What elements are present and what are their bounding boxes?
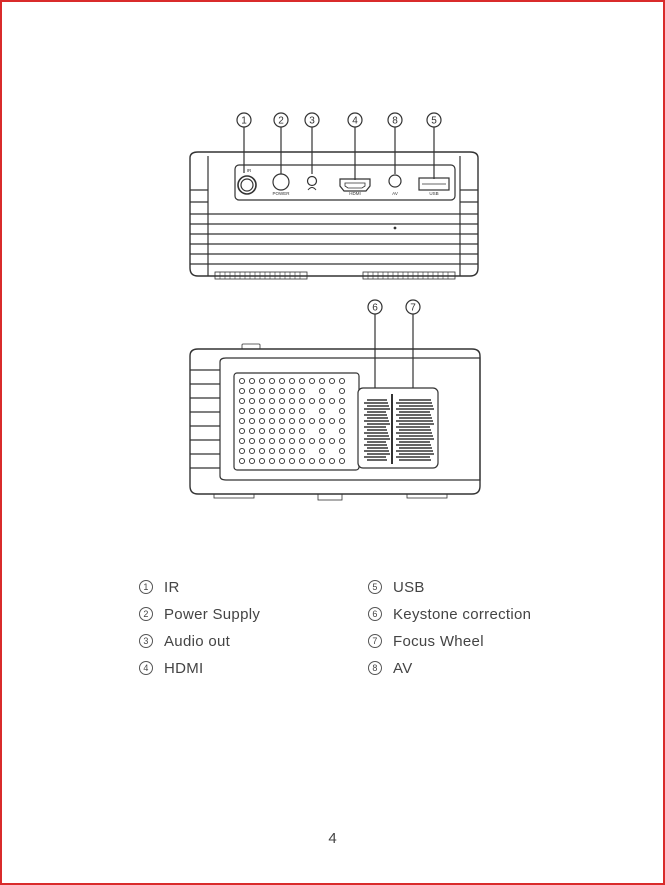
- vent-hole: [259, 448, 264, 453]
- vent-hole: [309, 458, 314, 463]
- callout-6: [368, 300, 382, 400]
- legend-item-3: [139, 630, 230, 652]
- vent-hole: [329, 378, 334, 383]
- vent-hole: [299, 398, 304, 403]
- vent-grille: [239, 378, 344, 463]
- vent-hole: [299, 418, 304, 423]
- vent-hole: [249, 438, 254, 443]
- vent-hole: [249, 398, 254, 403]
- legend-item-7: [368, 630, 484, 652]
- vent-hole: [269, 418, 274, 423]
- vent-hole: [299, 448, 304, 453]
- callout-4-number: 4: [352, 115, 358, 127]
- vent-hole: [339, 438, 344, 443]
- projector-diagram: [2, 2, 663, 532]
- legend-number-5: 5: [368, 580, 382, 594]
- vent-hole: [339, 378, 344, 383]
- vent-hole: [279, 448, 284, 453]
- callout-4: [348, 113, 362, 180]
- vent-hole: [289, 428, 294, 433]
- vent-hole: [249, 408, 254, 413]
- vent-hole: [269, 458, 274, 463]
- vent-hole: [259, 428, 264, 433]
- vent-hole: [319, 448, 324, 453]
- vent-hole: [249, 388, 254, 393]
- vent-hole: [299, 388, 304, 393]
- legend-number-3: 3: [139, 634, 153, 648]
- legend-item-6: [368, 603, 531, 625]
- vent-hole: [269, 378, 274, 383]
- legend-label-power-supply: Power Supply: [164, 605, 261, 623]
- legend-item-8: [368, 657, 413, 679]
- legend-label-audio-out: Audio out: [164, 632, 231, 650]
- legend-item-5: [368, 576, 425, 598]
- callout-1-number: 1: [241, 115, 247, 127]
- callout-3-number: 3: [309, 115, 315, 127]
- callout-2-number: 2: [278, 115, 284, 127]
- callout-6-number: 6: [372, 302, 378, 314]
- port-label-av: AV: [392, 191, 398, 196]
- legend-number-1: 1: [139, 580, 153, 594]
- vent-hole: [259, 438, 264, 443]
- vent-hole: [259, 408, 264, 413]
- vent-hole: [289, 388, 294, 393]
- port-label-usb: USB: [429, 191, 439, 196]
- callout-5-number: 5: [431, 115, 437, 127]
- vent-hole: [269, 438, 274, 443]
- callout-7-number: 7: [410, 302, 416, 314]
- vent-hole: [269, 428, 274, 433]
- legend-number-4: 4: [139, 661, 153, 675]
- legend-item-1: [139, 576, 180, 598]
- vent-hole: [289, 398, 294, 403]
- vent-hole: [309, 438, 314, 443]
- vent-hole: [309, 418, 314, 423]
- projector-back-view: [190, 113, 478, 279]
- vent-hole: [249, 428, 254, 433]
- vent-hole: [289, 418, 294, 423]
- vent-hole: [319, 458, 324, 463]
- legend-label-av: AV: [393, 659, 413, 677]
- vent-hole: [239, 438, 244, 443]
- callout-8-number: 8: [392, 115, 398, 127]
- vent-hole: [249, 458, 254, 463]
- vent-hole: [339, 418, 344, 423]
- vent-hole: [319, 438, 324, 443]
- vent-hole: [289, 408, 294, 413]
- vent-hole: [319, 408, 324, 413]
- vent-hole: [279, 428, 284, 433]
- vent-hole: [309, 398, 314, 403]
- vent-hole: [329, 398, 334, 403]
- port-label-hdmi: HDMI: [349, 191, 361, 196]
- vent-hole: [339, 398, 344, 403]
- vent-hole: [279, 418, 284, 423]
- vent-hole: [269, 408, 274, 413]
- vent-hole: [259, 398, 264, 403]
- vent-hole: [299, 458, 304, 463]
- vent-hole: [279, 408, 284, 413]
- vent-hole: [239, 448, 244, 453]
- vent-hole: [239, 408, 244, 413]
- vent-hole: [299, 408, 304, 413]
- vent-hole: [319, 388, 324, 393]
- legend-label-focus-wheel: Focus Wheel: [393, 632, 484, 650]
- legend-number-6: 6: [368, 607, 382, 621]
- callout-1: [237, 113, 251, 173]
- vent-hole: [279, 388, 284, 393]
- vent-hole: [239, 378, 244, 383]
- page-number: 4: [328, 830, 337, 847]
- vent-hole: [309, 378, 314, 383]
- vent-hole: [259, 458, 264, 463]
- vent-hole: [239, 388, 244, 393]
- legend-number-2: 2: [139, 607, 153, 621]
- vent-hole: [299, 428, 304, 433]
- vent-hole: [279, 458, 284, 463]
- vent-hole: [269, 388, 274, 393]
- vent-hole: [239, 428, 244, 433]
- vent-hole: [279, 398, 284, 403]
- vent-hole: [339, 448, 344, 453]
- focus-wheel: [396, 400, 434, 460]
- vent-hole: [289, 448, 294, 453]
- vent-hole: [279, 438, 284, 443]
- vent-hole: [259, 418, 264, 423]
- callout-7: [406, 300, 420, 400]
- vent-hole: [339, 428, 344, 433]
- vent-hole: [329, 418, 334, 423]
- callout-5: [427, 113, 441, 179]
- keystone-wheel: [364, 400, 390, 460]
- port-label-ir: IR: [246, 168, 252, 173]
- legend-item-2: [139, 603, 260, 625]
- vent-hole: [239, 458, 244, 463]
- vent-hole: [289, 458, 294, 463]
- vent-hole: [329, 458, 334, 463]
- vent-hole: [329, 438, 334, 443]
- vent-hole: [249, 418, 254, 423]
- vent-hole: [239, 418, 244, 423]
- legend-item-4: [139, 657, 204, 679]
- vent-hole: [339, 388, 344, 393]
- vent-hole: [259, 378, 264, 383]
- legend-label-hdmi: HDMI: [164, 659, 204, 677]
- vent-hole: [249, 448, 254, 453]
- legend-number-7: 7: [368, 634, 382, 648]
- legend-label-ir: IR: [164, 578, 180, 596]
- vent-hole: [319, 418, 324, 423]
- vent-hole: [269, 448, 274, 453]
- parts-legend: [2, 576, 663, 696]
- legend-label-usb: USB: [393, 578, 425, 596]
- vent-hole: [339, 458, 344, 463]
- vent-hole: [239, 398, 244, 403]
- vent-hole: [289, 438, 294, 443]
- port-label-power: POWER: [272, 191, 290, 196]
- keystone-focus-wheels: [358, 388, 438, 468]
- vent-hole: [319, 428, 324, 433]
- vent-hole: [269, 398, 274, 403]
- legend-number-8: 8: [368, 661, 382, 675]
- vent-hole: [279, 378, 284, 383]
- vent-hole: [299, 438, 304, 443]
- legend-label-keystone-correction: Keystone correction: [393, 605, 532, 623]
- vent-hole: [339, 408, 344, 413]
- vent-hole: [289, 378, 294, 383]
- vent-hole: [299, 378, 304, 383]
- vent-hole: [319, 398, 324, 403]
- vent-hole: [259, 388, 264, 393]
- vent-hole: [249, 378, 254, 383]
- vent-hole: [319, 378, 324, 383]
